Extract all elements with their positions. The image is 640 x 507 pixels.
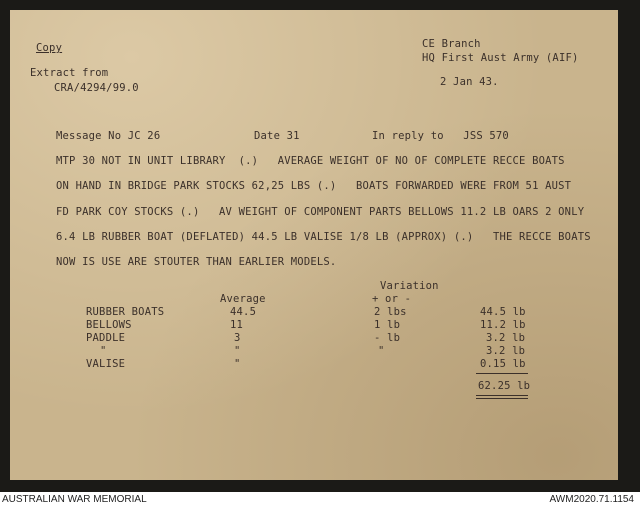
table-total: 62.25 lb	[478, 380, 531, 392]
table-row-variation: 2 lbs	[374, 306, 407, 318]
table-row-item: RUBBER BOATS	[86, 306, 165, 318]
table-row-weight: 44.5 lb	[480, 306, 526, 318]
body-line: ON HAND IN BRIDGE PARK STOCKS 62,25 LBS (.) BOATS FORWARDED WERE FROM 51 AUST	[56, 180, 572, 192]
table-row-variation: 1 lb	[374, 319, 401, 331]
plus-minus-header: + or -	[372, 293, 412, 305]
table-row-item: "	[100, 345, 107, 357]
table-row-weight: 3.2 lb	[486, 345, 526, 357]
document-date: 2 Jan 43.	[440, 76, 499, 88]
reply-reference: In reply to JSS 570	[372, 130, 509, 142]
table-row-weight: 3.2 lb	[486, 332, 526, 344]
body-line: NOW IS USE ARE STOUTER THAN EARLIER MODELS.	[56, 256, 337, 268]
total-rule	[476, 395, 528, 396]
extract-from: Extract from	[30, 67, 109, 79]
table-row-item: VALISE	[86, 358, 126, 370]
average-header: Average	[220, 293, 266, 305]
table-row-average: 44.5	[230, 306, 257, 318]
table-row-average: 3	[234, 332, 241, 344]
table-row-average: "	[234, 345, 241, 357]
body-line: 6.4 LB RUBBER BOAT (DEFLATED) 44.5 LB VALISE 1/8 LB (APPROX) (.) THE RECCE BOATS	[56, 231, 591, 243]
table-row-weight: 0.15 lb	[480, 358, 526, 370]
sum-rule	[476, 373, 528, 374]
total-double-rule	[476, 398, 528, 399]
variation-header: Variation	[380, 280, 439, 292]
message-date: Date 31	[254, 130, 300, 142]
table-row-average: 11	[230, 319, 244, 331]
table-row-variation: "	[378, 345, 385, 357]
document-paper	[10, 10, 618, 480]
message-number: Message No JC 26	[56, 130, 161, 142]
reference-number: CRA/4294/99.0	[54, 82, 139, 94]
table-row-item: PADDLE	[86, 332, 126, 344]
table-row-item: BELLOWS	[86, 319, 132, 331]
hq-label: HQ First Aust Army (AIF)	[422, 52, 579, 64]
copy-label: Copy	[36, 42, 63, 54]
table-row-average: "	[234, 358, 241, 370]
table-row-variation: - lb	[374, 332, 401, 344]
table-row-weight: 11.2 lb	[480, 319, 526, 331]
body-line: FD PARK COY STOCKS (.) AV WEIGHT OF COMPONENT PARTS BELLOWS 11.2 LB OARS 2 ONLY	[56, 206, 585, 218]
footer-institution: AUSTRALIAN WAR MEMORIAL	[2, 494, 147, 505]
body-line: MTP 30 NOT IN UNIT LIBRARY (.) AVERAGE WEIGHT OF NO OF COMPLETE RECCE BOATS	[56, 155, 565, 167]
branch-label: CE Branch	[422, 38, 481, 50]
footer-accession-id: AWM2020.71.1154	[549, 494, 634, 505]
footer	[0, 492, 640, 507]
